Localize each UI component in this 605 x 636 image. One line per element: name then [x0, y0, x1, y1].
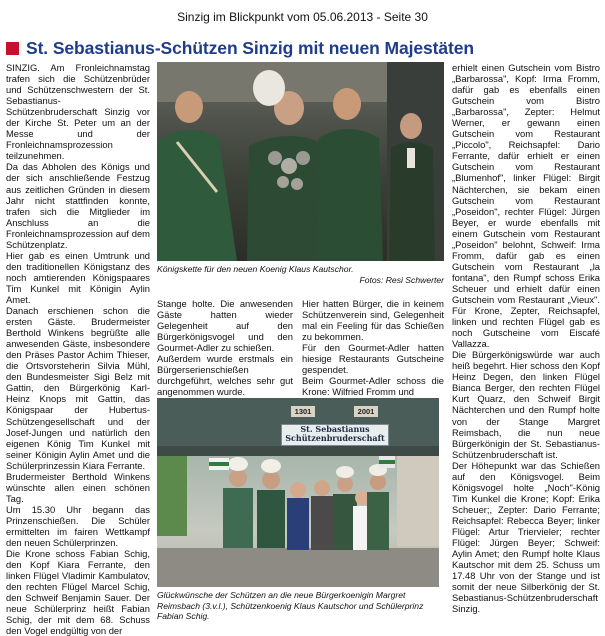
paragraph: Für den Gourmet-Adler hatten hiesige Restaurants Gutscheine gespendet.	[302, 342, 444, 376]
paragraph: Der Höhepunkt war das Schießen auf den Königsvogel. Beim Königsvogel holte „Noch"-König Tim Kunkel die Krone; Kopf: Erika Scheuer;, Zepter: Dario Ferrante; Reichsapfel: Rebecca Beyer; linker Flügel: Artur Triervieler; rechter Flügel: Jürgen Beyer; Schweif: Aylin Amet; den Rumpf holte Klaus Kautschor mit dem 25. Schuss um 17.48 Uhr von der Stange und ist somit der neue Silberkönig der St. Sebastianus-Schützenbruderschaft Sinzig.	[452, 459, 600, 615]
article-column-3	[302, 298, 444, 397]
article-column-4	[452, 62, 600, 614]
paragraph: erhielt einen Gutschein vom Bistro „Barbarossa", Kopf: Irma Fromm, dafür gab es ebenfalls einen Gutschein vom Bistro „Barbarossa", Zepter: Helmut Werner, er gewann einen Gutschein vom Restaurant „Piccolo", Reichsapfel: Dario Ferrante, dafür erhielt er einen Gutschein vom Restaurant „Blumenhof", linker Flügel: Birgit Nächterchen, sie bekam einen Gutschein vom Restaurant „Poseidon", rechter Flügel: Jürgen Beyer, er wurde ebenfalls mit einem Gutschein vom Restaurant „Poseidon" belohnt, Schweif: Irma Fromm, dafür gab es einen Gutschein vom Restaurant „la fontana", den Rumpf schoss Erika Scheuer und erhielt dafür einen Gutschein vom Restaurant „Vieux". Für Krone, Zepter, Reichsapfel, linken und rechten Flügel gab es noch Gutscheine vom Eiscafé Vallazza.	[452, 62, 600, 350]
paragraph: Die Bürgerkönigswürde war auch heiß begehrt. Hier schoss den Kopf Heinz Degen, den linken Flügel Bianca Berger, den rechten Flügel Kurt Quarz, den Schweif Birgit Nächterchen und den Rumpf holte von der Stange Margret Reimsbach, die nun neue Bürgerkönigin der St. Sebastianus-Schützenbruderschaft ist.	[452, 349, 600, 460]
paragraph: Um 15.30 Uhr begann das Prinzenschießen. Die Schüler ermittelten im fairen Wettkampf den neuen Schülerprinzen.	[6, 503, 150, 549]
paragraph: Brudermeister Berthold Winkens wünschte allen einen schönen Tag.	[6, 470, 150, 504]
headline-row	[6, 38, 602, 60]
club-sign	[281, 424, 389, 446]
paragraph: Die Krone schoss Fabian Schig, den Kopf Kiara Ferrante, den linken Flügel Vladimir Kambulatov, den rechten Flügel Marcel Schig, den Schweif Benjamin Sauer. Der neue Schülerprinz heißt Fabian Schig, der mit dem 68. Schuss den Vogel endgültig von der	[6, 548, 150, 636]
article-column-1	[6, 62, 150, 636]
photo-king-chain	[157, 62, 444, 261]
paragraph: Stange holte. Die anwesenden Gäste hatten wieder Gelegenheit auf den Bürgerkönigsvogel und den Gourmet-Adler zu schießen.	[157, 298, 293, 354]
red-square-marker	[6, 42, 19, 55]
photo-credit: Fotos: Resi Schwerter	[359, 274, 444, 285]
article-column-2	[157, 298, 293, 397]
photo-king-chain-caption-block	[157, 264, 444, 285]
paragraph: Danach erschienen schon die ersten Gäste. Brudermeister Berthold Winkens begrüßte alle anwesenden Gäste, insbesondere den Präses Pastor Achim Thieser, die Ortsvorsteherin Silvia Mühl, den Bundesmeister Sigi Belz mit Gattin, den Bürgerkönig Karl-Heinz Knops mit Gattin, das Königspaar der Hubertus-Schützengesellschaft und der Josef-Jungen und natürlich den eigenen König Tim Kunkel mit seiner Königin Aylin Amet und die Schülerprinzessin Kiara Ferrante.	[6, 305, 150, 471]
paragraph: SINZIG. Am Fronleichnamstag trafen sich die Schützenbrüder und Schützenschwestern der St. Sebastianus-Schützenbruderschaft Sinzig vor der Kirche St. Peter um an der Messe und der Fronleichnamsprozession teilzunehmen.	[6, 62, 150, 162]
photo-group-caption: Glückwünsche der Schützen an die neue Bürgerkoenigin Margret Reimsbach (3.v.l.), Schützenkoenig Klaus Kautschor und Schülerprinz Fabian Schig.	[157, 590, 424, 622]
paragraph: Beim Gourmet-Adler schoss die Krone: Wilfried Fromm und	[302, 375, 444, 398]
year-sign-left: 1301	[291, 406, 315, 417]
year-sign-right: 2001	[354, 406, 378, 417]
article-headline: St. Sebastianus-Schützen Sinzig mit neuen Majestäten	[26, 38, 474, 58]
paragraph: Hier hatten Bürger, die in keinem Schützenverein sind, Gelegenheit mal ein Feeling für das Schießen zu bekommen.	[302, 298, 444, 343]
photo-group	[157, 398, 439, 587]
photo-king-chain-illustration	[157, 62, 444, 261]
club-sign-line1: St. Sebastianus	[300, 424, 370, 434]
page-header: Sinzig im Blickpunkt vom 05.06.2013 - Seite 30	[177, 10, 428, 24]
paragraph: Außerdem wurde erstmals ein Bürgerserienschießen durchgeführt, welches sehr gut angenommen wurde.	[157, 353, 293, 398]
photo-caption: Königskette für den neuen Koenig Klaus Kautschor.	[157, 264, 354, 274]
club-sign-line2: Schützenbruderschaft	[285, 433, 385, 443]
paragraph: Da das Abholen des Königs und der sich anschließende Festzug aus zeitlichen Gründen in diesem Jahr nicht stattfinden konnte, trafen sich die Mitglieder im Anschluss an die Fronleichnamsprozession auf dem Schützenplatz.	[6, 161, 150, 250]
paragraph: Hier gab es einen Umtrunk und den traditionellen Königstanz des noch amtierenden Königspaares Tim Kunkel mit Königin Aylin Amet.	[6, 249, 150, 305]
